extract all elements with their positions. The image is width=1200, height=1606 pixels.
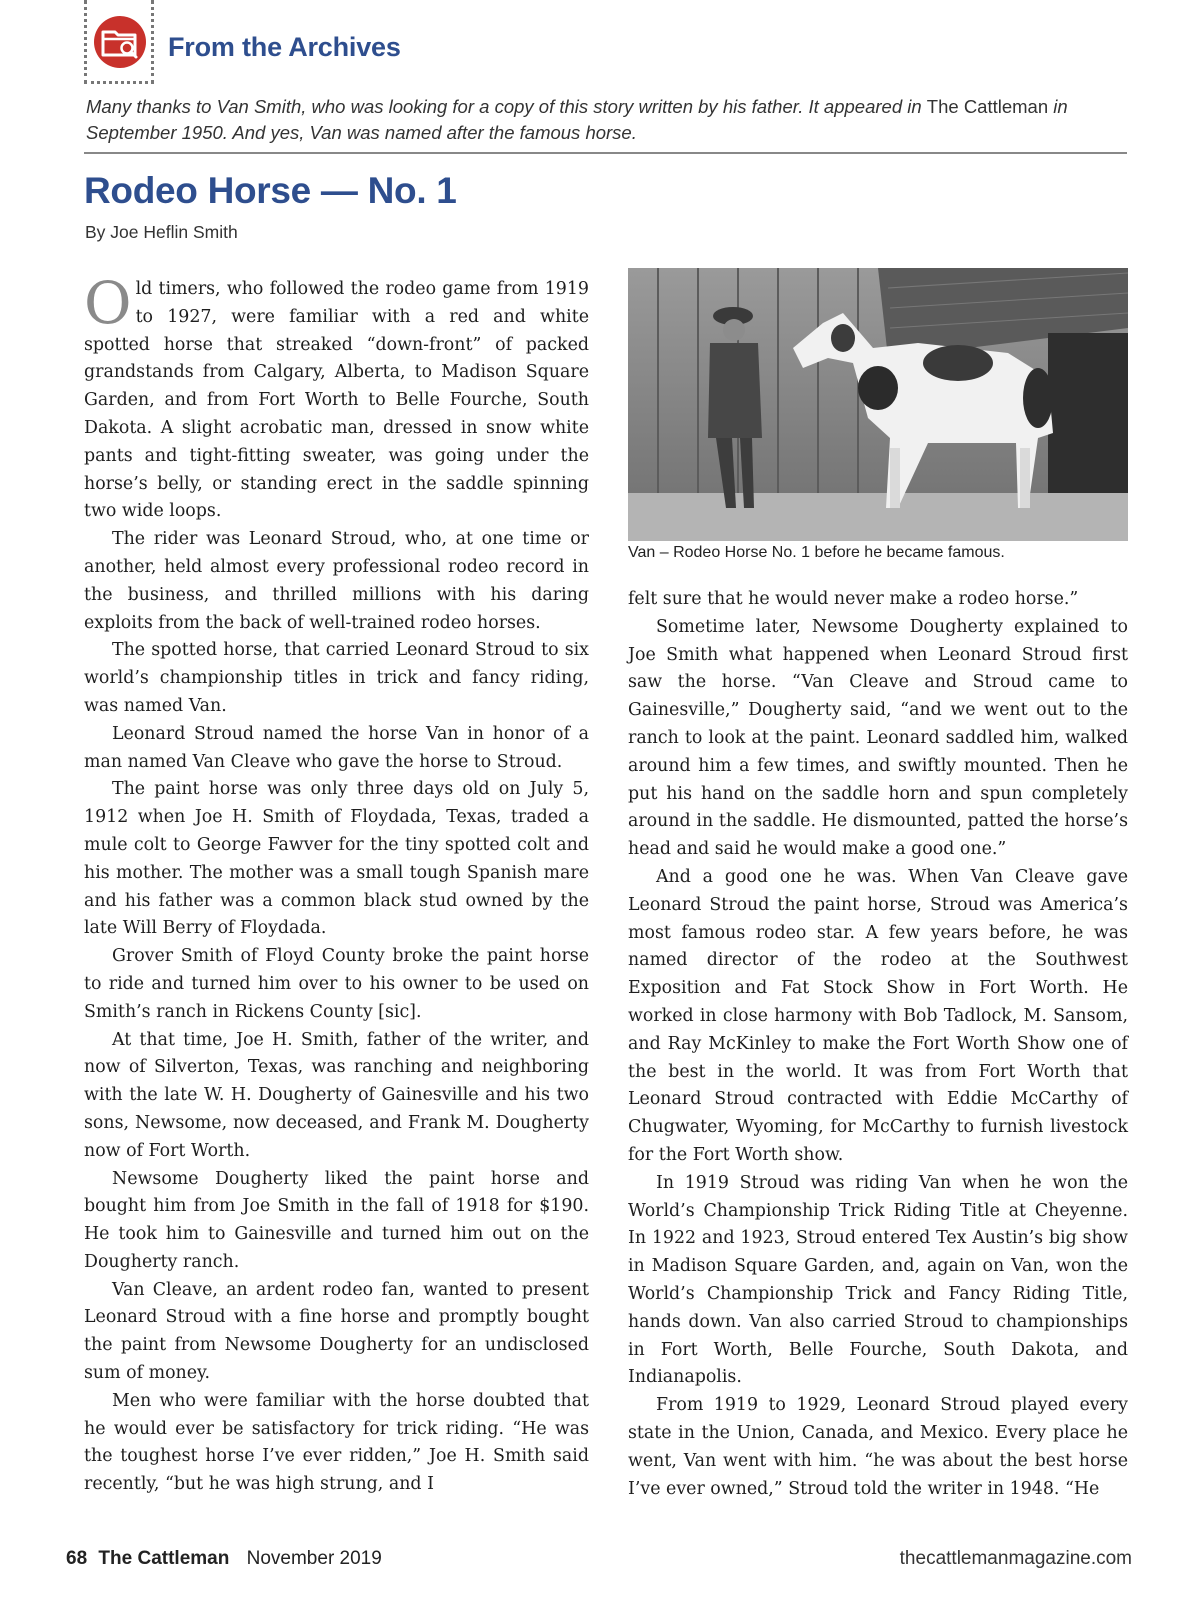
- website-link[interactable]: thecattlemanmagazine.com: [899, 1548, 1132, 1569]
- article-paragraph: The spotted horse, that carried Leonard Stroud to six world’s championship titles in trick and fancy riding, was named Van.: [84, 640, 589, 716]
- page-number: 68: [66, 1548, 88, 1569]
- photo-caption: Van – Rodeo Horse No. 1 before he became famous.: [628, 544, 1005, 561]
- article-paragraph: Sometime later, Newsome Dougherty explained to Joe Smith what happened when Leonard Stroud first saw the horse. “Van Cleave and Stroud came to Gainesville,” Dougherty said, “and we went out to the ranch to look at the paint. Leonard saddled him, walked around him a few times, and swiftly mounted. Then he put his hand on the saddle horn and spun completely around in the saddle. He dismounted, patted the horse’s head and said he would make a good one.”: [628, 616, 1128, 860]
- article-paragraph: [84, 269, 589, 526]
- intro-text-end: in September 1950. And yes, Van was named after the famous horse.: [86, 96, 1068, 143]
- archive-folder-search-icon: [98, 21, 142, 63]
- article-paragraph: At that time, Joe H. Smith, father of the writer, and now of Silverton, Texas, was ranching and neighboring with the late W. H. Dougherty of Gainesville and his two sons, Newsome, now deceased, and Frank M. Dougherty now of Fort Worth.: [84, 1029, 589, 1161]
- section-title: From the Archives: [168, 32, 401, 62]
- article-paragraph: From 1919 to 1929, Leonard Stroud played every state in the Union, Canada, and Mexico. Every place he went, Van went with him. “he was about the best horse I’ve ever owned,” Stroud told the writer in 1948. “He: [628, 1395, 1128, 1499]
- issue-date: November 2019: [246, 1548, 382, 1569]
- article-paragraph: Newsome Dougherty liked the paint horse and bought him from Joe Smith in the fall of 1918 for $190. He took him to Gainesville and turned him out on the Dougherty ranch.: [84, 1168, 589, 1272]
- horse-photo: [628, 268, 1128, 541]
- article-title: Rodeo Horse — No. 1: [84, 170, 457, 211]
- article-column-right: [628, 586, 1128, 1503]
- intro-publication-name: The Cattleman: [926, 96, 1049, 117]
- header-divider: [84, 152, 1127, 154]
- intro-note: [86, 94, 1086, 146]
- publication-name: The Cattleman: [98, 1548, 230, 1569]
- archives-badge: [84, 0, 154, 84]
- article-byline: By Joe Heflin Smith: [85, 222, 238, 242]
- article-paragraph: felt sure that he would never make a rodeo horse.”: [628, 589, 1079, 609]
- article-paragraph: The rider was Leonard Stroud, who, at one time or another, held almost every professional rodeo record in the business, and thrilled millions with his daring exploits from the back of well-trained rodeo horses.: [84, 529, 589, 633]
- horse-photo-illustration: [628, 268, 1128, 541]
- intro-text-start: Many thanks to Van Smith, who was looking for a copy of this story written by his father. It appeared in: [86, 96, 927, 117]
- article-paragraph: The paint horse was only three days old on July 5, 1912 when Joe H. Smith of Floydada, Texas, traded a mule colt to George Fawver for the tiny spotted colt and his mother. The mother was a small tough Spanish mare and his father was a common black stud owned by the late Will Berry of Floydada.: [84, 779, 589, 939]
- article-paragraph: In 1919 Stroud was riding Van when he won the World’s Championship Trick Riding Title at Cheyenne. In 1922 and 1923, Stroud entered Tex Austin’s big show in Madison Square Garden, and, again on Van, won the World’s Championship Trick and Fancy Riding Title, hands down. Van also carried Stroud to championships in Fort Worth, Belle Fourche, South Dakota, and Indianapolis.: [628, 1172, 1128, 1388]
- page-footer: [66, 1548, 382, 1570]
- article-paragraph: Van Cleave, an ardent rodeo fan, wanted to present Leonard Stroud with a fine horse and promptly bought the paint from Newsome Dougherty for an undisclosed sum of money.: [84, 1279, 589, 1384]
- article-paragraph: Grover Smith of Floyd County broke the paint horse to ride and turned him over to his owner to be used on Smith’s ranch in Rickens County [sic].: [84, 946, 589, 1022]
- article-paragraph: And a good one he was. When Van Cleave gave Leonard Stroud the paint horse, Stroud was America’s most famous rodeo star. A few years before, he was named director of the rodeo at the Southwest Exposition and Fat Stock Show in Fort Worth. He worked in close harmony with Bob Tadlock, M. Sansom, and Ray McKinley to make the Fort Worth Show one of the best in the world. It was from Fort Worth that Leonard Stroud contracted with Eddie McCarthy of Chugwater, Wyoming, for McCarthy to furnish livestock for the Fort Worth show.: [628, 866, 1128, 1165]
- drop-cap: O: [84, 269, 132, 337]
- first-paragraph-text: ld timers, who followed the rodeo game from 1919 to 1927, were familiar with a red and white spotted horse that streaked “down-front” of packed grandstands from Calgary, Alberta, to Madison Square Garden, and from Fort Worth to Belle Fourche, South Dakota. A slight acrobatic man, dressed in snow white pants and tight-fitting sweater, was going under the horse’s belly, or standing erect in the saddle spinning two wide loops.: [84, 279, 589, 522]
- article-paragraph: Leonard Stroud named the horse Van in honor of a man named Van Cleave who gave the horse to Stroud.: [84, 723, 589, 772]
- article-column-left: [84, 269, 589, 1499]
- article-paragraph: Men who were familiar with the horse doubted that he would ever be satisfactory for trick riding. “He was the toughest horse I’ve ever ridden,” Joe H. Smith said recently, “but he was high strung, and I: [84, 1390, 589, 1495]
